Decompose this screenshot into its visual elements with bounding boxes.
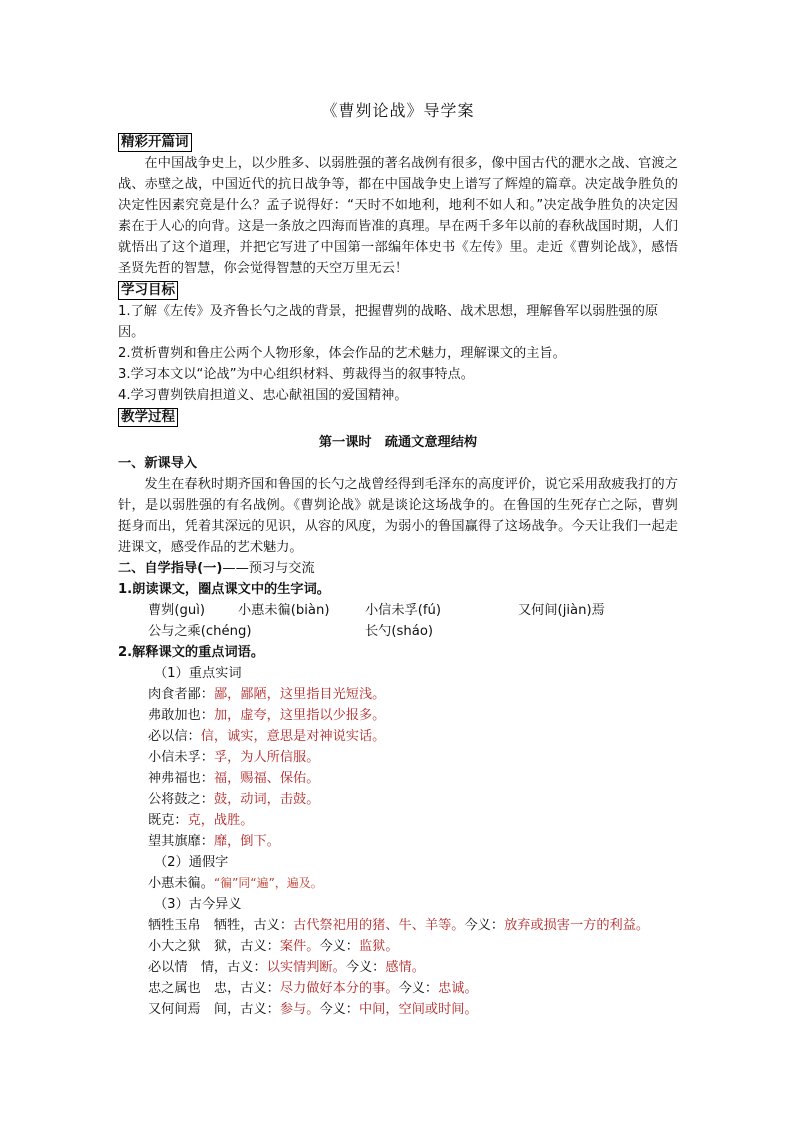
subheading-gujin: （3）古今异义	[154, 897, 242, 912]
gujin-old-meaning: 以实情判断。	[266, 960, 346, 975]
vocab-gloss: 福，赐福、保佑。	[213, 771, 320, 786]
vocab-term: 肉食者鄙：	[148, 687, 214, 702]
gujin-modern-label: 今义：	[345, 960, 386, 975]
gujin-entry	[118, 957, 678, 978]
gujin-entry	[118, 915, 678, 936]
goal-item: 4.学习曹刿铁肩担道义、忠心献祖国的爱国精神。	[118, 388, 408, 403]
gujin-modern-label: 今义：	[398, 981, 439, 996]
section-label-goals: 学习目标	[118, 281, 178, 300]
vocab-gloss: 靡，倒下。	[213, 834, 280, 849]
gujin-old-meaning: 参与。	[279, 1002, 320, 1017]
gujin-new-meaning: 监狱。	[359, 939, 399, 954]
gujin-term: 牺牲玉帛 牺牲，古义：	[148, 918, 294, 933]
gujin-new-meaning: 中间，空间或时间。	[359, 1002, 478, 1017]
lesson-title: 第一课时 疏通文意理结构	[318, 435, 478, 450]
vocab-entry	[118, 726, 678, 747]
gujin-old-meaning: 尽力做好本分的事。	[279, 981, 399, 996]
tongjia-term: 小惠未徧。	[148, 876, 214, 891]
gujin-new-meaning: 感情。	[385, 960, 425, 975]
gujin-modern-label: 今义：	[464, 918, 505, 933]
gujin-old-meaning: 案件。	[279, 939, 320, 954]
gujin-entry	[118, 936, 678, 957]
gujin-entry	[118, 978, 678, 999]
word-item: 小惠未徧(biàn)	[238, 603, 330, 618]
goal-item: 3.学习本文以“论战”为中心组织材料、剪裁得当的叙事特点。	[118, 367, 474, 382]
tongjia-gloss: “徧”同“遍”，遍及。	[213, 876, 323, 890]
section-heading-self-study	[118, 558, 678, 579]
vocab-gloss: 鼓，动词，击鼓。	[213, 792, 320, 807]
vocab-gloss: 信，诚实，意思是对神说实话。	[200, 729, 386, 744]
vocab-entry	[118, 684, 678, 705]
gujin-modern-label: 今义：	[319, 939, 359, 954]
word-row	[118, 600, 678, 621]
gujin-term: 忠之属也 忠，古义：	[148, 981, 280, 996]
vocab-term: 必以信：	[148, 729, 201, 744]
vocab-term: 神弗福也：	[148, 771, 214, 786]
vocab-entry	[118, 705, 678, 726]
question-2: 2.解释课文的重点词语。	[118, 645, 265, 660]
gujin-new-meaning: 忠诚。	[438, 981, 478, 996]
section-heading-intro: 一、新课导入	[118, 456, 198, 471]
vocab-term: 既克：	[148, 813, 188, 828]
vocab-term: 弗敢加也：	[148, 708, 214, 723]
gujin-term: 必以情 情，古义：	[148, 960, 267, 975]
word-item: 公与之乘(chéng)	[148, 624, 252, 639]
gujin-term: 小大之狱 狱，古义：	[148, 939, 280, 954]
word-item: 小信未孚(fú)	[365, 603, 442, 618]
gujin-new-meaning: 放弃或损害一方的利益。	[504, 918, 650, 933]
gujin-modern-label: 今义：	[319, 1002, 359, 1017]
word-row	[118, 621, 678, 642]
word-item: 又何间(jiàn)焉	[518, 603, 605, 618]
self-study-subtitle: ——预习与交流	[222, 561, 315, 576]
section-label-process: 教学过程	[118, 408, 178, 427]
gujin-old-meaning: 古代祭祀用的猪、牛、羊等。	[293, 918, 465, 933]
vocab-entry	[118, 810, 678, 831]
vocab-gloss: 克，战胜。	[187, 813, 254, 828]
word-item: 长勺(sháo)	[365, 624, 434, 639]
vocab-term: 望其旗靡：	[148, 834, 214, 849]
lead-in-paragraph: 发生在春秋时期齐国和鲁国的长勺之战曾经得到毛泽东的高度评价，说它采用敌疲我打的方针，是以弱胜强的有名战例。《曹刿论战》就是谈论这场战争的。在鲁国的生死存亡之际，曹刿挺身而出，凭着其深远的见识，从容的风度，为弱小的鲁国赢得了这场战争。今天让我们一起走进课文，感受作品的艺术魅力。	[118, 477, 678, 555]
vocab-gloss: 加，虚夸，这里指以少报多。	[213, 708, 386, 723]
section-label-intro: 精彩开篇词	[118, 133, 192, 152]
document-page	[118, 100, 678, 1020]
vocab-entry	[118, 747, 678, 768]
vocab-gloss: 孚，为人所信服。	[213, 750, 320, 765]
page-title: 《曹刿论战》导学案	[321, 101, 475, 120]
vocab-entry	[118, 789, 678, 810]
intro-paragraph: 在中国战争史上，以少胜多、以弱胜强的著名战例有很多，像中国古代的淝水之战、官渡之战、赤壁之战，中国近代的抗日战争等，都在中国战争史上谱写了辉煌的篇章。决定战争胜负的决定性因素究竟是什么？孟子说得好：“天时不如地利，地利不如人和。”决定战争胜负的决定因素在于人心的向背。这是一条放之四海而皆准的真理。早在两千多年以前的春秋战国时期，人们就悟出了这个道理，并把它写进了中国第一部编年体史书《左传》里。走近《曹刿论战》，感悟圣贤先哲的智慧，你会觉得智慧的天空万里无云！	[118, 156, 678, 276]
question-1: 1.朗读课文，圈点课文中的生字词。	[118, 582, 330, 597]
word-item: 曹刿(guì)	[148, 603, 206, 618]
vocab-entry	[118, 831, 678, 852]
vocab-gloss: 鄙，鄙陋，这里指目光短浅。	[213, 687, 386, 702]
vocab-term: 小信未孚：	[148, 750, 214, 765]
subheading-tongjia: （2）通假字	[154, 855, 229, 870]
gujin-term: 又何间焉 间，古义：	[148, 1002, 280, 1017]
tongjia-entry	[118, 873, 678, 894]
goal-item: 1.了解《左传》及齐鲁长勺之战的背景，把握曹刿的战略、战术思想，理解鲁军以弱胜强的原因。	[118, 304, 659, 340]
subheading-key-words: （1）重点实词	[154, 666, 242, 681]
self-study-title: 二、自学指导(一)	[118, 561, 223, 576]
goal-item: 2.赏析曹刿和鲁庄公两个人物形象，体会作品的艺术魅力，理解课文的主旨。	[118, 346, 566, 361]
vocab-entry	[118, 768, 678, 789]
vocab-term: 公将鼓之：	[148, 792, 214, 807]
gujin-entry	[118, 999, 678, 1020]
